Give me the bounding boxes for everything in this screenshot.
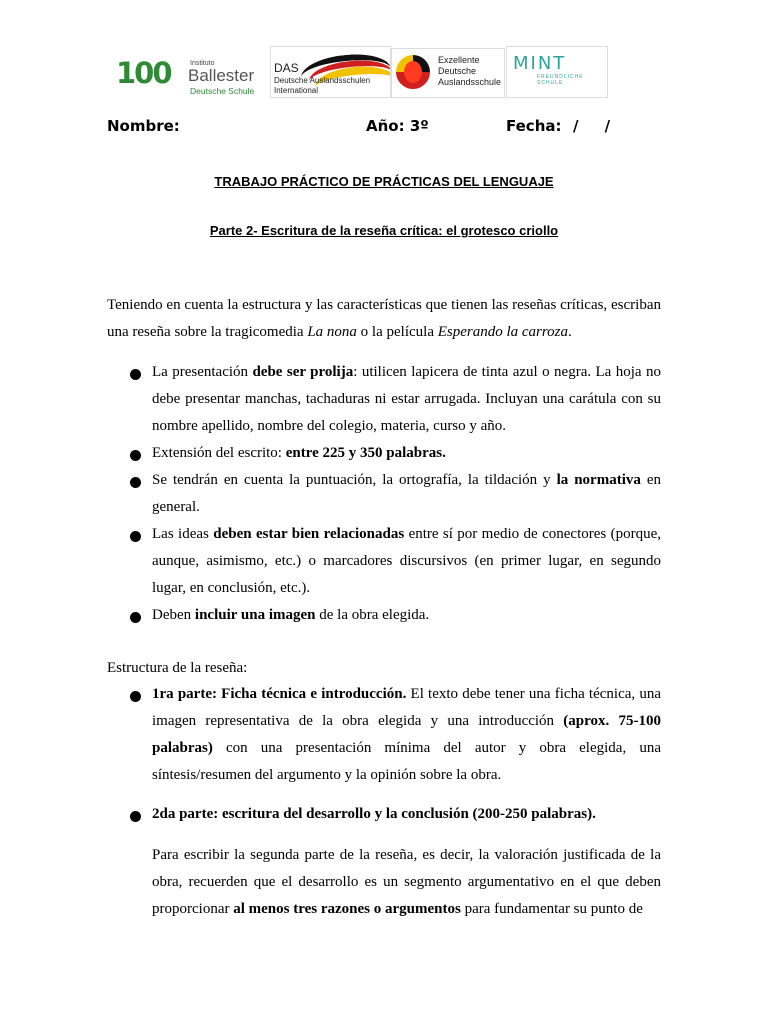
list-item: Se tendrán en cuenta la puntuación, la ortografía, la tildación y la normativa en general. [152,467,661,521]
structure-heading: Estructura de la reseña: [107,660,248,676]
list-item: Extensión del escrito: entre 225 y 350 palabras. [152,440,661,467]
list-item: Las ideas deben estar bien relacionadas entre sí por medio de conectores (porque, aunque, asimismo, etc.) o marcadores discursivos (en primer lugar, en segundo lugar, en conclusión, etc.). [152,521,661,602]
page-title: TRABAJO PRÁCTICO DE PRÁCTICAS DEL LENGUAJE [214,174,554,189]
fecha-slashes: / / [573,117,611,135]
intro-work-1: La nona [307,324,357,340]
instituto-ballester-logo [112,54,262,94]
logo-deutsche-schule: Deutsche Schule [190,86,255,96]
logo-ballester: Ballester [188,66,255,85]
intro-paragraph [107,292,661,346]
logo-row [112,46,612,98]
fecha-label: Fecha: [506,117,562,135]
bullet-icon [130,612,141,623]
eda-disc-icon [396,55,430,89]
list-item: Deben incluir una imagen de la obra elegida. [152,602,661,629]
bullet-icon [130,691,141,702]
eda-line2: Deutsche [438,66,477,76]
das-line2: International [274,86,319,95]
logo-hundred: 100 [116,56,171,90]
eda-line3: Auslandsschule [438,77,502,87]
bullet-icon [130,531,141,542]
bullet-icon [130,369,141,380]
bullet-icon [130,811,141,822]
anio-label: Año: 3º [366,117,429,135]
nombre-label: Nombre: [107,117,180,135]
das-logo [270,46,391,98]
list-item: La presentación debe ser prolija: utilicen lapicera de tinta azul o negra. La hoja no debe presentar manchas, tachaduras ni estar arrugada. Incluyan una carátula con su nombre apellido, nombre del colegio, materia, curso y año. [152,359,661,440]
intro-work-2: Esperando la carroza [437,324,569,340]
mint-word: MINT [513,53,567,74]
requirements-list [152,359,661,629]
list-item: 1ra parte: Ficha técnica e introducción. El texto debe tener una ficha técnica, una imagen representativa de la obra elegida y una introducción (aprox. 75-100 palabras) con una presentación mínima del autor y obra elegida, una síntesis/resumen del argumento y la opinión sobre la obra. [152,681,661,789]
mint-logo [506,46,608,98]
intro-text-2: o la película [356,324,438,340]
bullet-icon [130,477,141,488]
eda-line1: Exzellente [438,55,480,65]
das-abbr: DAS [274,61,299,75]
bullet-icon [130,450,141,461]
list-item: 2da parte: escritura del desarrollo y la conclusión (200-250 palabras). [152,801,661,828]
page-subtitle: Parte 2- Escritura de la reseña crítica: el grotesco criollo [209,223,559,238]
logo-instituto: Instituto [190,60,215,67]
exzellente-logo [391,48,505,98]
intro-text-3: . [568,324,572,340]
part2-paragraph: Para escribir la segunda parte de la reseña, es decir, la valoración justificada de la obra, recuerden que el desarrollo es un segmento argumentativo en el que deben proporcionar al menos tres razones o argumentos para fundamentar su punto de [152,847,661,917]
mint-sub: FREUNDLICHE SCHULE [537,74,584,86]
das-line1: Deutsche Auslandsschulen [274,76,371,85]
structure-list [152,681,661,828]
intro-text-1: Teniendo en cuenta la estructura y las características que tienen las reseñas críticas, escriban una reseña sobre la tragicomedia [107,297,661,340]
